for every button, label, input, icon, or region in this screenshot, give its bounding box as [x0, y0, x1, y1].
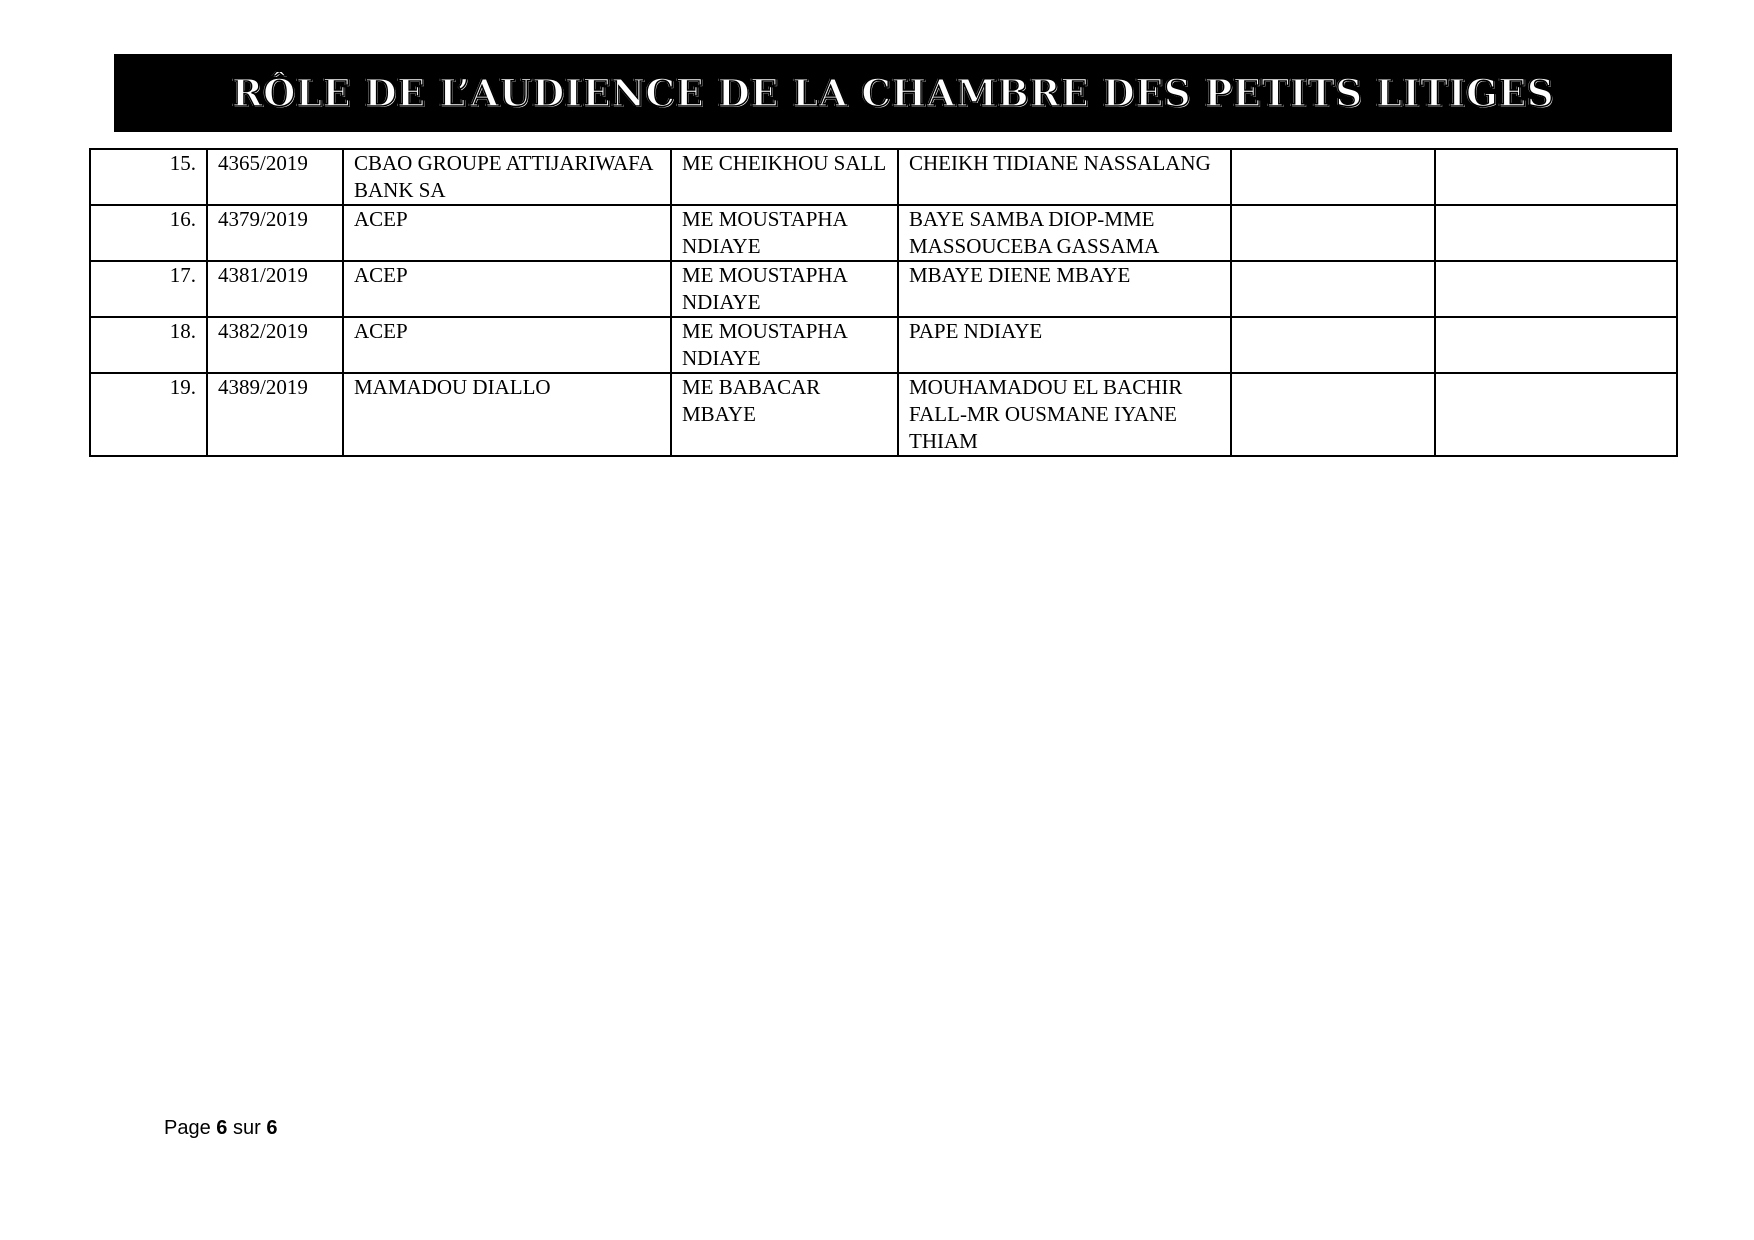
sur-word: sur: [232, 1117, 261, 1139]
cell-demandeur: CBAO GROUPE ATTIJARIWAFA BANK SA: [343, 149, 671, 205]
cell-empty-6: [1231, 205, 1435, 261]
cell-empty-6: [1231, 317, 1435, 373]
cell-num: 18.: [90, 317, 207, 373]
table-row: [90, 149, 1677, 205]
table-row: [90, 317, 1677, 373]
cell-avocat: ME MOUSTAPHA NDIAYE: [671, 261, 898, 317]
cell-empty-7: [1435, 317, 1677, 373]
cell-demandeur: ACEP: [343, 317, 671, 373]
cell-avocat: ME CHEIKHOU SALL: [671, 149, 898, 205]
cell-empty-7: [1435, 261, 1677, 317]
cell-empty-7: [1435, 205, 1677, 261]
cell-defendeur: MOUHAMADOU EL BACHIR FALL-MR OUSMANE IYANE THIAM: [898, 373, 1231, 456]
cell-dossier: 4365/2019: [207, 149, 343, 205]
audience-table: [89, 148, 1678, 457]
cell-num: 16.: [90, 205, 207, 261]
page-total: 6: [266, 1117, 278, 1139]
cell-num: 17.: [90, 261, 207, 317]
cell-empty-6: [1231, 149, 1435, 205]
page-current: 6: [216, 1117, 228, 1139]
cell-avocat: ME MOUSTAPHA NDIAYE: [671, 317, 898, 373]
cell-empty-6: [1231, 261, 1435, 317]
cell-defendeur: MBAYE DIENE MBAYE: [898, 261, 1231, 317]
table-row: [90, 205, 1677, 261]
table-row: [90, 373, 1677, 456]
cell-empty-6: [1231, 373, 1435, 456]
header-banner: [114, 54, 1672, 132]
cell-dossier: 4389/2019: [207, 373, 343, 456]
cell-demandeur: MAMADOU DIALLO: [343, 373, 671, 456]
table-row: [90, 261, 1677, 317]
cell-num: 19.: [90, 373, 207, 456]
cell-demandeur: ACEP: [343, 261, 671, 317]
cell-num: 15.: [90, 149, 207, 205]
cell-avocat: ME BABACAR MBAYE: [671, 373, 898, 456]
cell-demandeur: ACEP: [343, 205, 671, 261]
cell-empty-7: [1435, 149, 1677, 205]
cell-dossier: 4382/2019: [207, 317, 343, 373]
cell-avocat: ME MOUSTAPHA NDIAYE: [671, 205, 898, 261]
page-footer: [164, 1117, 277, 1140]
cell-defendeur: CHEIKH TIDIANE NASSALANG: [898, 149, 1231, 205]
page-title: RÔLE DE L’AUDIENCE DE LA CHAMBRE DES PETITS LITIGES: [231, 71, 1555, 115]
cell-dossier: 4381/2019: [207, 261, 343, 317]
cell-dossier: 4379/2019: [207, 205, 343, 261]
page-word: Page: [164, 1117, 211, 1139]
cell-empty-7: [1435, 373, 1677, 456]
cell-defendeur: PAPE NDIAYE: [898, 317, 1231, 373]
cell-defendeur: BAYE SAMBA DIOP-MME MASSOUCEBA GASSAMA: [898, 205, 1231, 261]
